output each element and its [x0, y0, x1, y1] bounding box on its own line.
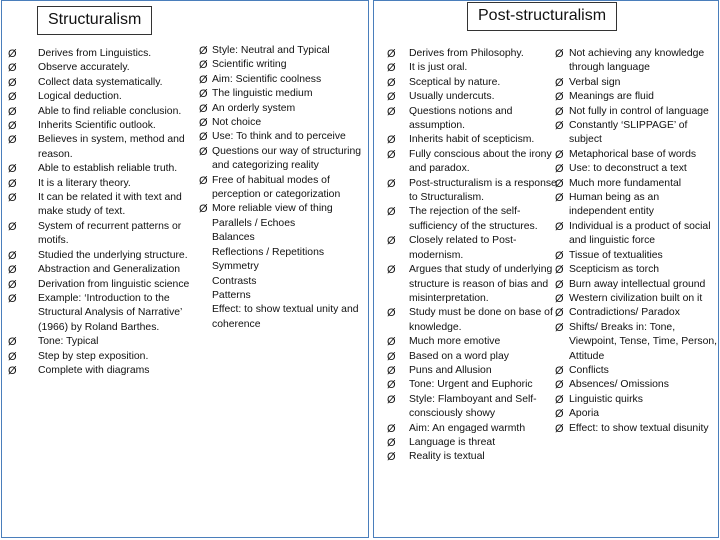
- arrow-bullet-icon: Ø: [555, 278, 564, 291]
- list-item-text: Reflections / Repetitions: [212, 246, 325, 258]
- list-item-text: Closely related to Post-modernism.: [409, 235, 517, 261]
- list-item: [212, 246, 364, 260]
- arrow-bullet-icon: Ø: [199, 145, 208, 158]
- list-item: [212, 217, 364, 231]
- list-item: [387, 76, 559, 90]
- arrow-bullet-icon: Ø: [387, 336, 396, 349]
- list-item: [8, 350, 194, 364]
- list-item: [387, 450, 559, 464]
- arrow-bullet-icon: Ø: [387, 148, 396, 161]
- list-item-text: Patterns: [212, 289, 251, 301]
- list-item: [8, 76, 194, 90]
- arrow-bullet-icon: Ø: [555, 264, 564, 277]
- list-item: [555, 407, 719, 421]
- arrow-bullet-icon: Ø: [387, 48, 396, 60]
- arrow-bullet-icon: Ø: [387, 206, 396, 219]
- list-item-text: Contradictions/ Paradox: [569, 307, 680, 319]
- post-structuralism-panel: [373, 0, 719, 538]
- list-item: [387, 148, 559, 177]
- list-item: [212, 275, 364, 289]
- list-item-text: System of recurrent patterns or motifs.: [38, 220, 182, 247]
- arrow-bullet-icon: Ø: [8, 120, 17, 133]
- arrow-bullet-icon: Ø: [8, 350, 17, 363]
- list-item: [387, 90, 559, 104]
- list-item-text: Much more emotive: [409, 336, 501, 348]
- arrow-bullet-icon: Ø: [387, 350, 396, 363]
- arrow-bullet-icon: Ø: [555, 192, 564, 205]
- list-item-text: It is just oral.: [409, 62, 468, 74]
- list-item-text: Style: Neutral and Typical: [212, 45, 330, 56]
- list-item-text: Sceptical by nature.: [409, 76, 501, 88]
- arrow-bullet-icon: Ø: [555, 163, 564, 176]
- arrow-bullet-icon: Ø: [387, 177, 396, 190]
- list-item: [212, 260, 364, 274]
- structuralism-list-style: [199, 44, 364, 332]
- list-item-text: Effect: to show textual unity and coherence: [212, 304, 359, 330]
- list-item: [199, 58, 364, 72]
- list-item-text: Abstraction and Generalization: [38, 264, 181, 276]
- list-item-text: Logical deduction.: [38, 91, 122, 103]
- arrow-bullet-icon: Ø: [387, 451, 396, 464]
- list-item: [8, 278, 194, 292]
- structuralism-panel: [1, 0, 369, 538]
- arrow-bullet-icon: Ø: [555, 307, 564, 320]
- arrow-bullet-icon: Ø: [555, 48, 564, 60]
- list-item-text: Derivation from linguistic science: [38, 278, 190, 290]
- list-item-text: Not fully in control of language: [569, 105, 709, 117]
- list-item-text: Verbal sign: [569, 76, 621, 88]
- list-item: [555, 292, 719, 306]
- list-item: [555, 378, 719, 392]
- list-item-text: Scientific writing: [212, 59, 287, 71]
- arrow-bullet-icon: Ø: [555, 120, 564, 133]
- list-item-text: Conflicts: [569, 364, 609, 376]
- list-item: [387, 47, 559, 61]
- arrow-bullet-icon: Ø: [8, 278, 17, 291]
- list-item: [555, 364, 719, 378]
- list-item: [555, 393, 719, 407]
- arrow-bullet-icon: Ø: [8, 105, 17, 118]
- arrow-bullet-icon: Ø: [387, 105, 396, 118]
- arrow-bullet-icon: Ø: [8, 91, 17, 104]
- list-item-text: Questions notions and assumption.: [409, 105, 513, 132]
- arrow-bullet-icon: Ø: [8, 192, 17, 205]
- list-item-text: Style: Flamboyant and Self-consciously showy: [409, 393, 537, 420]
- arrow-bullet-icon: Ø: [555, 249, 564, 262]
- list-item: [555, 119, 719, 148]
- list-item-text: The linguistic medium: [212, 88, 313, 100]
- arrow-bullet-icon: Ø: [8, 249, 17, 262]
- list-item-text: Fully conscious about the irony and paradox.: [409, 148, 552, 175]
- list-item: [387, 436, 559, 450]
- list-item: [387, 61, 559, 75]
- list-item: [387, 335, 559, 349]
- list-item-text: Usually undercuts.: [409, 91, 495, 103]
- list-item-text: Effect: to show textual disunity: [569, 422, 709, 434]
- list-item: [555, 321, 719, 364]
- list-item-text: Able to establish reliable truth.: [38, 163, 178, 175]
- arrow-bullet-icon: Ø: [555, 76, 564, 89]
- list-item: [8, 47, 194, 61]
- arrow-bullet-icon: Ø: [8, 76, 17, 89]
- list-item-text: Studied the underlying structure.: [38, 249, 188, 261]
- arrow-bullet-icon: Ø: [8, 163, 17, 176]
- list-item: [387, 364, 559, 378]
- arrow-bullet-icon: Ø: [8, 364, 17, 377]
- arrow-bullet-icon: Ø: [555, 408, 564, 421]
- arrow-bullet-icon: Ø: [387, 422, 396, 435]
- arrow-bullet-icon: Ø: [8, 264, 17, 277]
- list-item-text: Post-structuralism is a response to Structuralism.: [409, 177, 557, 204]
- list-item-text: Puns and Allusion: [409, 364, 492, 376]
- structuralism-list-features: [8, 47, 194, 378]
- arrow-bullet-icon: Ø: [387, 134, 396, 147]
- list-item-text: Metaphorical base of words: [569, 148, 697, 160]
- list-item-text: Based on a word play: [409, 350, 509, 362]
- arrow-bullet-icon: Ø: [199, 174, 208, 187]
- arrow-bullet-icon: Ø: [387, 364, 396, 377]
- list-item: [212, 289, 364, 303]
- list-item-text: Contrasts: [212, 275, 257, 287]
- arrow-bullet-icon: Ø: [387, 76, 396, 89]
- arrow-bullet-icon: Ø: [199, 117, 208, 130]
- list-item: [199, 73, 364, 87]
- arrow-bullet-icon: Ø: [199, 45, 208, 57]
- list-item-text: Not achieving any knowledge through language: [569, 48, 705, 74]
- list-item-text: Individual is a product of social and linguistic force: [569, 220, 711, 247]
- list-item: [387, 350, 559, 364]
- list-item-text: Collect data systematically.: [38, 76, 163, 88]
- list-item: [199, 102, 364, 116]
- arrow-bullet-icon: Ø: [8, 177, 17, 190]
- post-structuralism-list-features: [387, 47, 559, 465]
- list-item-text: Burn away intellectual ground: [569, 278, 706, 290]
- arrow-bullet-icon: Ø: [387, 264, 396, 277]
- arrow-bullet-icon: Ø: [555, 422, 564, 435]
- arrow-bullet-icon: Ø: [199, 59, 208, 72]
- list-item-text: Step by step exposition.: [38, 350, 149, 362]
- arrow-bullet-icon: Ø: [387, 436, 396, 449]
- arrow-bullet-icon: Ø: [8, 220, 17, 233]
- list-item-text: The rejection of the self-sufficiency of the structures.: [409, 206, 538, 232]
- list-item-text: An orderly system: [212, 102, 296, 114]
- arrow-bullet-icon: Ø: [8, 336, 17, 349]
- arrow-bullet-icon: Ø: [555, 321, 564, 334]
- list-item: [555, 191, 719, 220]
- list-item: [8, 162, 194, 176]
- list-item-text: Meanings are fluid: [569, 91, 654, 103]
- list-item-text: Tone: Typical: [38, 336, 99, 348]
- list-item: [212, 303, 364, 332]
- arrow-bullet-icon: Ø: [387, 62, 396, 75]
- arrow-bullet-icon: Ø: [8, 48, 17, 60]
- list-item: [387, 422, 559, 436]
- list-item-text: It is a literary theory.: [38, 177, 131, 189]
- list-item: [555, 249, 719, 263]
- list-item: [8, 177, 194, 191]
- list-item-text: Constantly ‘SLIPPAGE’ of subject: [569, 120, 688, 146]
- list-item-text: Reality is textual: [409, 451, 485, 463]
- list-item: [387, 263, 559, 306]
- list-item: [8, 119, 194, 133]
- list-item: [8, 90, 194, 104]
- list-item: [555, 162, 719, 176]
- list-item-text: Argues that study of underlying structure is reason of bias and misinterpretation.: [409, 264, 553, 304]
- list-item-text: Complete with diagrams: [38, 364, 150, 376]
- list-item: [8, 292, 194, 335]
- list-item-text: Use: To think and to perceive: [212, 131, 346, 143]
- list-item: [555, 47, 719, 76]
- list-item: [555, 105, 719, 119]
- list-item: [199, 87, 364, 101]
- list-item: [387, 306, 559, 335]
- list-item: [555, 220, 719, 249]
- list-item: [199, 145, 364, 174]
- list-item: [8, 61, 194, 75]
- arrow-bullet-icon: Ø: [555, 379, 564, 392]
- list-item-text: Much more fundamental: [569, 177, 682, 189]
- list-item: [555, 148, 719, 162]
- arrow-bullet-icon: Ø: [199, 131, 208, 144]
- list-item: [8, 191, 194, 220]
- arrow-bullet-icon: Ø: [8, 134, 17, 147]
- list-item-text: Parallels / Echoes: [212, 217, 296, 229]
- arrow-bullet-icon: Ø: [555, 148, 564, 161]
- list-item-text: Questions our way of structuring and categorizing reality: [212, 145, 362, 172]
- list-item-text: Believes in system, method and reason.: [38, 134, 185, 160]
- list-item: [555, 263, 719, 277]
- list-item: [199, 130, 364, 144]
- list-item-text: Linguistic quirks: [569, 393, 643, 405]
- arrow-bullet-icon: Ø: [199, 203, 208, 216]
- list-item: [387, 393, 559, 422]
- list-item: [387, 105, 559, 134]
- list-item-text: Study must be done on base of knowledge.: [409, 307, 553, 333]
- list-item-text: Free of habitual modes of perception or categorization: [212, 174, 341, 201]
- list-item: [8, 364, 194, 378]
- structuralism-title: Structuralism: [37, 6, 152, 35]
- arrow-bullet-icon: Ø: [387, 235, 396, 248]
- arrow-bullet-icon: Ø: [8, 292, 17, 305]
- arrow-bullet-icon: Ø: [199, 73, 208, 86]
- list-item-text: Tone: Urgent and Euphoric: [409, 379, 533, 391]
- arrow-bullet-icon: Ø: [199, 88, 208, 101]
- list-item-text: Shifts/ Breaks in: Tone, Viewpoint, Tense, Time, Person, Attitude: [569, 321, 718, 362]
- list-item-text: Observe accurately.: [38, 62, 130, 74]
- list-item-text: Aim: Scientific coolness: [212, 73, 322, 85]
- list-item-text: Absences/ Omissions: [569, 379, 669, 391]
- list-item: [199, 116, 364, 130]
- list-item-text: Language is threat: [409, 436, 496, 448]
- arrow-bullet-icon: Ø: [8, 62, 17, 75]
- list-item-text: Inherits habit of scepticism.: [409, 134, 535, 146]
- list-item: [212, 231, 364, 245]
- list-item: [555, 278, 719, 292]
- arrow-bullet-icon: Ø: [555, 292, 564, 305]
- list-item-text: Balances: [212, 232, 255, 244]
- list-item-text: Human being as an independent entity: [569, 192, 660, 218]
- arrow-bullet-icon: Ø: [387, 393, 396, 406]
- list-item-text: Derives from Philosophy.: [409, 48, 524, 59]
- post-structuralism-title: Post-structuralism: [467, 2, 617, 31]
- list-item: [199, 202, 364, 216]
- list-item: [8, 335, 194, 349]
- list-item-text: Symmetry: [212, 261, 259, 273]
- list-item: [555, 76, 719, 90]
- list-item: [8, 105, 194, 119]
- list-item-text: Aim: An engaged warmth: [409, 422, 526, 434]
- arrow-bullet-icon: Ø: [387, 379, 396, 392]
- arrow-bullet-icon: Ø: [555, 91, 564, 104]
- list-item-text: Aporia: [569, 408, 600, 420]
- list-item-text: Example: ‘Introduction to the Structural Analysis of Narrative’ (1966) by Roland Barthes.: [38, 292, 182, 333]
- list-item: [199, 174, 364, 203]
- arrow-bullet-icon: Ø: [387, 307, 396, 320]
- list-item: [8, 133, 194, 162]
- list-item-text: Derives from Linguistics.: [38, 48, 152, 59]
- list-item: [387, 234, 559, 263]
- post-structuralism-list-style: [555, 47, 719, 436]
- list-item-text: Able to find reliable conclusion.: [38, 105, 182, 117]
- list-item: [387, 177, 559, 206]
- list-item: [555, 422, 719, 436]
- list-item-text: More reliable view of thing: [212, 203, 333, 215]
- list-item-text: Western civilization built on it: [569, 292, 703, 304]
- arrow-bullet-icon: Ø: [555, 105, 564, 118]
- list-item-text: Use: to deconstruct a text: [569, 163, 687, 175]
- list-item-text: Tissue of textualities: [569, 249, 663, 261]
- list-item-text: Not choice: [212, 117, 262, 129]
- list-item: [555, 177, 719, 191]
- arrow-bullet-icon: Ø: [555, 220, 564, 233]
- arrow-bullet-icon: Ø: [555, 177, 564, 190]
- arrow-bullet-icon: Ø: [387, 91, 396, 104]
- list-item-text: Inherits Scientific outlook.: [38, 120, 156, 132]
- arrow-bullet-icon: Ø: [555, 364, 564, 377]
- arrow-bullet-icon: Ø: [555, 393, 564, 406]
- list-item: [387, 133, 559, 147]
- list-item: [387, 205, 559, 234]
- list-item: [387, 378, 559, 392]
- list-item: [555, 306, 719, 320]
- list-item: [8, 263, 194, 277]
- list-item: [555, 90, 719, 104]
- list-item: [8, 220, 194, 249]
- arrow-bullet-icon: Ø: [199, 102, 208, 115]
- list-item: [8, 249, 194, 263]
- list-item-text: It can be related it with text and make study of text.: [38, 192, 182, 218]
- list-item: [199, 44, 364, 58]
- list-item-text: Scepticism as torch: [569, 264, 660, 276]
